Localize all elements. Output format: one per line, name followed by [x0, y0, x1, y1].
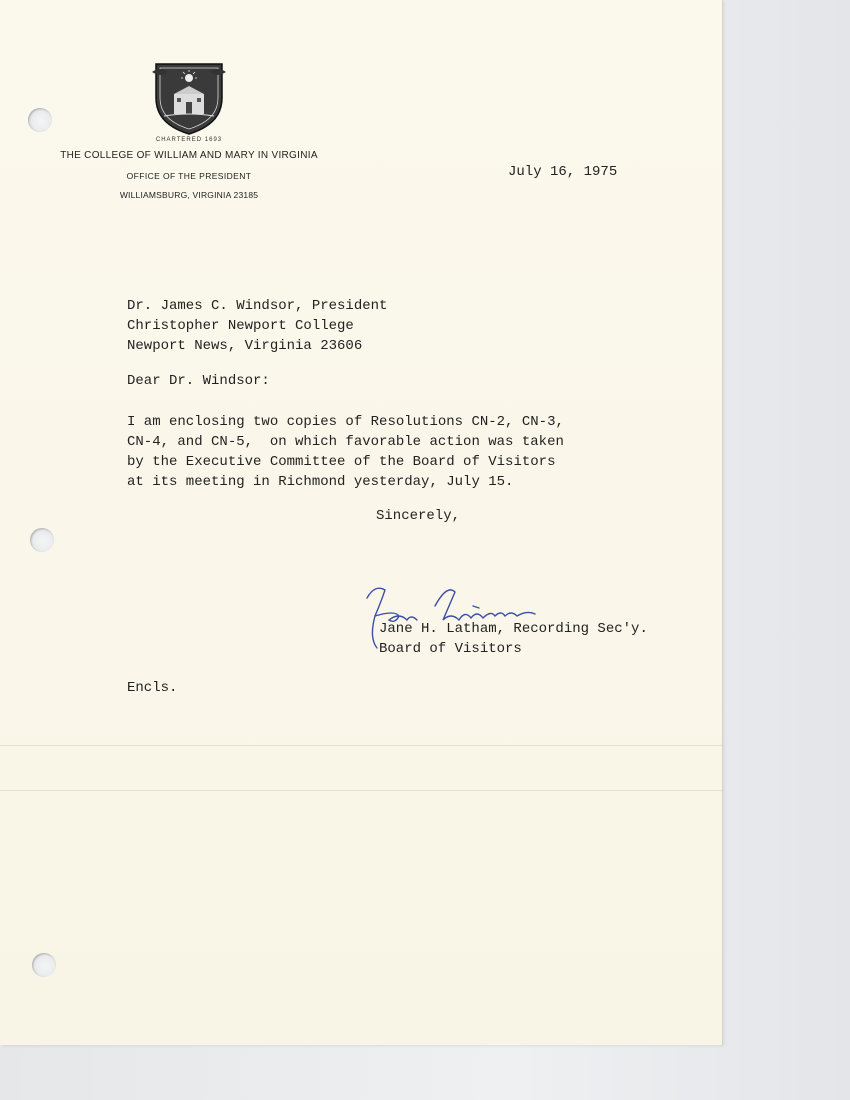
body-line: by the Executive Committee of the Board of Visitors [127, 454, 556, 470]
paper-fold [0, 745, 722, 746]
office-name: OFFICE OF THE PRESIDENT [126, 171, 252, 181]
college-seal-icon [150, 58, 228, 136]
recipient-line: Dr. James C. Windsor, President [127, 298, 388, 314]
institution-name: THE COLLEGE OF WILLIAM AND MARY IN VIRGINIA [60, 150, 318, 161]
signer-name-title: Jane H. Latham, Recording Sec'y. [379, 621, 648, 637]
office-location: WILLIAMSBURG, VIRGINIA 23185 [119, 190, 259, 200]
body-line: I am enclosing two copies of Resolutions CN-2, CN-3, [127, 414, 564, 430]
letter-date: July 16, 1975 [508, 164, 618, 180]
recipient-line: Christopher Newport College [127, 318, 354, 334]
chartered-text: CHARTERED 1693 [155, 137, 223, 143]
punch-hole [32, 953, 56, 977]
letter-body [127, 412, 564, 492]
body-line: at its meeting in Richmond yesterday, July 15. [127, 474, 514, 490]
signer-organization: Board of Visitors [379, 641, 522, 657]
recipient-address [127, 296, 387, 356]
paper-fold [0, 790, 722, 791]
recipient-line: Newport News, Virginia 23606 [127, 338, 363, 354]
punch-hole [28, 108, 52, 132]
enclosures-notation: Encls. [127, 680, 178, 696]
punch-hole [30, 528, 54, 552]
body-line: CN-4, and CN-5, on which favorable action was taken [127, 434, 564, 450]
salutation: Dear Dr. Windsor: [127, 373, 270, 389]
closing: Sincerely, [376, 508, 461, 524]
